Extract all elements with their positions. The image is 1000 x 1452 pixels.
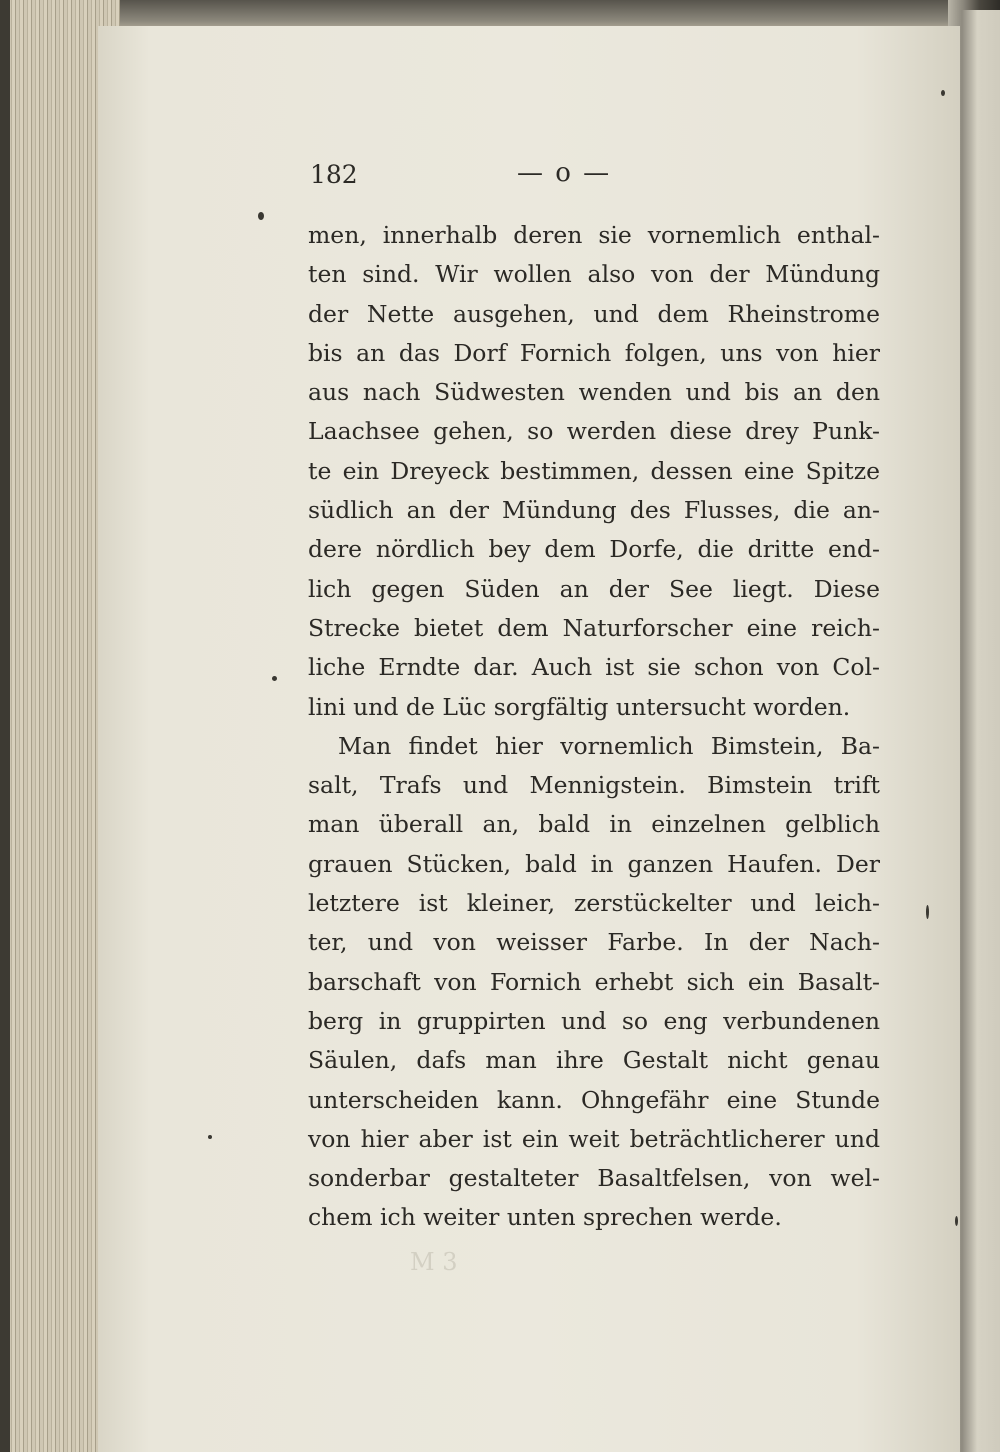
ink-speck <box>258 212 264 220</box>
paragraph <box>308 727 880 1238</box>
facing-page-edge <box>962 10 1000 1452</box>
text-line: südlich an der Mündung des Flusses, die an- <box>308 496 880 525</box>
running-head: — o — <box>517 158 612 188</box>
text-line: von hier aber ist ein weit beträchtlicherer und <box>308 1124 880 1153</box>
text-line: salt, Trafs und Mennigstein. Bimstein trift <box>308 771 880 800</box>
text-line: lich gegen Süden an der See liegt. Diese <box>308 574 880 603</box>
book-cover-edge <box>0 0 10 1452</box>
text-line: sonderbar gestalteter Basaltfelsen, von wel- <box>308 1164 880 1193</box>
text-line: man überall an, bald in einzelnen gelblich <box>308 810 880 839</box>
ink-speck <box>272 676 277 681</box>
text-line: ten sind. Wir wollen also von der Mündung <box>308 260 880 289</box>
text-line: liche Erndte dar. Auch ist sie schon von Col- <box>308 653 880 682</box>
text-line: Man findet hier vornemlich Bimstein, Ba- <box>338 731 880 760</box>
text-line: bis an das Dorf Fornich folgen, uns von hier <box>308 338 880 367</box>
text-line: lini und de Lüc sorgfältig untersucht worden. <box>308 692 851 721</box>
text-line: berg in gruppirten und so eng verbundenen <box>308 1006 880 1035</box>
text-line: Säulen, dafs man ihre Gestalt nicht genau <box>308 1046 880 1075</box>
ink-speck <box>208 1135 212 1139</box>
text-line: grauen Stücken, bald in ganzen Haufen. Der <box>308 849 880 878</box>
text-line: der Nette ausgehen, und dem Rheinstrome <box>308 299 880 328</box>
ink-speck <box>955 1216 958 1226</box>
body-text <box>308 216 880 1238</box>
text-line: te ein Dreyeck bestimmen, dessen eine Spitze <box>308 456 880 485</box>
text-line: men, innerhalb deren sie vornemlich enthal- <box>308 221 880 249</box>
page-number: 182 <box>310 160 358 189</box>
paragraph <box>308 216 880 727</box>
text-line: ter, und von weisser Farbe. In der Nach- <box>308 928 880 957</box>
text-line: chem ich weiter unten sprechen werde. <box>308 1203 782 1232</box>
ink-speck <box>926 905 929 919</box>
text-line: dere nördlich bey dem Dorfe, die dritte end- <box>308 535 880 564</box>
text-line: barschaft von Fornich erhebt sich ein Basalt- <box>308 967 880 996</box>
show-through-signature-mark: M 3 <box>410 1248 458 1276</box>
text-line: aus nach Südwesten wenden und bis an den <box>308 378 880 407</box>
text-line: unterscheiden kann. Ohngefähr eine Stunde <box>308 1085 880 1114</box>
page-header <box>307 158 877 198</box>
ink-speck <box>941 90 945 96</box>
text-line: Laachsee gehen, so werden diese drey Punk- <box>308 417 880 446</box>
text-line: letztere ist kleiner, zerstückelter und leich- <box>308 889 880 918</box>
text-line: Strecke bietet dem Naturforscher eine reich- <box>308 613 880 642</box>
